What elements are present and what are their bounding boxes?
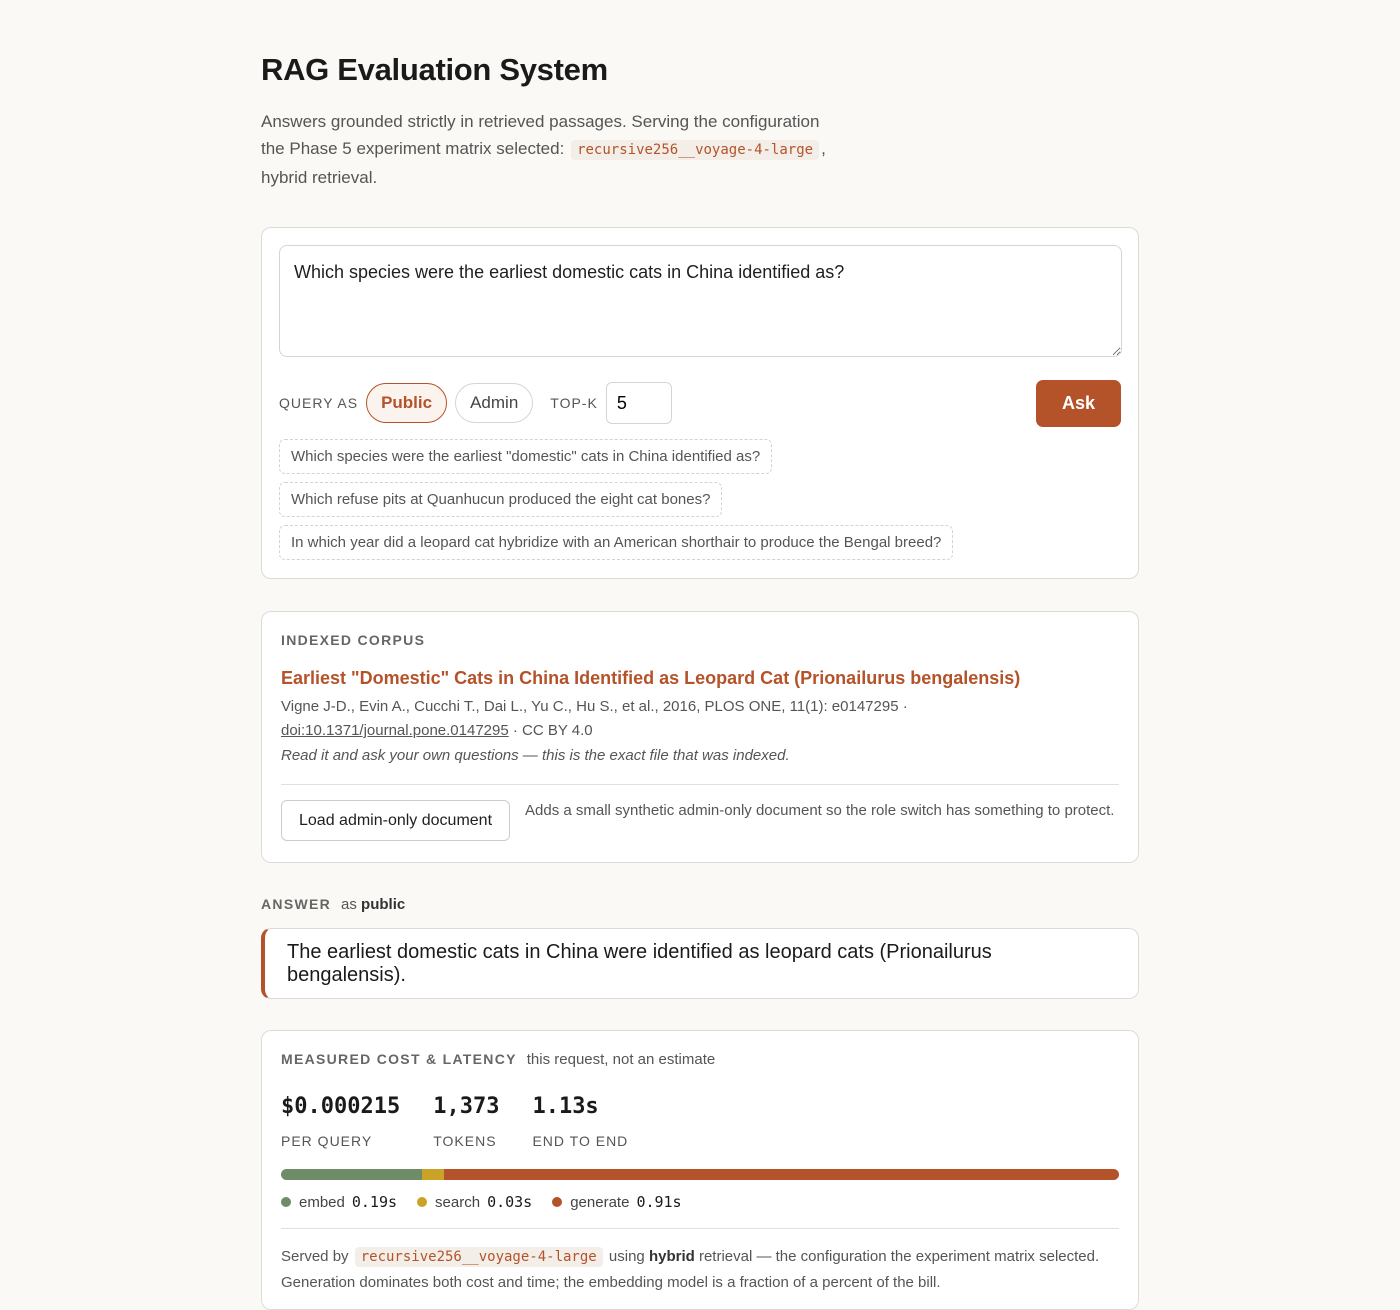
- query-as-label: QUERY AS: [279, 395, 359, 411]
- stat-latency: [532, 1094, 628, 1149]
- ask-button[interactable]: Ask: [1036, 380, 1121, 427]
- suggestion-chip[interactable]: In which year did a leopard cat hybridize with an American shorthair to produce the Bengal breed?: [279, 525, 953, 560]
- footer-config-code: recursive256__voyage-4-large: [355, 1247, 603, 1267]
- document-authors: Vigne J-D., Evin A., Cucchi T., Dai L., Yu C., Hu S., et al., 2016, PLOS ONE, 11(1): e0147295 ·: [281, 698, 908, 715]
- latency-legend: [281, 1193, 1119, 1211]
- footer-method: hybrid: [648, 1248, 695, 1265]
- lede-comma: ,: [821, 139, 826, 158]
- bar-segment-embed: [281, 1169, 422, 1180]
- legend-value: 0.91s: [636, 1193, 682, 1211]
- divider: [281, 784, 1119, 785]
- page-title: RAG Evaluation System: [261, 52, 608, 87]
- legend-item-generate: [552, 1193, 681, 1211]
- legend-value: 0.03s: [487, 1193, 533, 1211]
- corpus-section-title: INDEXED CORPUS: [281, 632, 426, 648]
- document-citation: [281, 695, 1119, 743]
- suggestion-list: [279, 439, 1121, 560]
- topk-label: TOP-K: [550, 395, 598, 411]
- stat-value: $0.000215: [281, 1094, 401, 1119]
- legend-dot: [281, 1197, 291, 1207]
- document-title-link[interactable]: Earliest "Domestic" Cats in China Identified as Leopard Cat (Prionailurus bengalensis): [281, 668, 1021, 688]
- stat-value: 1.13s: [532, 1094, 599, 1119]
- role-admin-button[interactable]: Admin: [455, 383, 533, 423]
- answer-section-title: ANSWER: [261, 896, 332, 912]
- suggestion-chip[interactable]: Which refuse pits at Quanhucun produced the eight cat bones?: [279, 482, 722, 517]
- latency-breakdown-bar: [281, 1169, 1119, 1180]
- answer-as-prefix: as: [341, 896, 357, 913]
- topk-input[interactable]: [606, 382, 672, 424]
- stat-label: END TO END: [532, 1133, 629, 1149]
- legend-label: generate: [570, 1193, 630, 1211]
- legend-item-search: [417, 1193, 532, 1211]
- admin-description: Adds a small synthetic admin-only document so the role switch has something to protect.: [525, 802, 1115, 819]
- admin-row: [281, 800, 1119, 841]
- stat-cost: [281, 1094, 400, 1149]
- footer-line2: Generation dominates both cost and time; the embedding model is a fraction of a percent of the bill.: [281, 1274, 941, 1291]
- doi-link[interactable]: doi:10.1371/journal.pone.0147295: [281, 722, 509, 739]
- bar-segment-generate: [444, 1169, 1119, 1180]
- stat-label: PER QUERY: [281, 1133, 373, 1149]
- metrics-subtitle: this request, not an estimate: [526, 1051, 716, 1068]
- metrics-footer: [281, 1244, 1119, 1295]
- stats-row: [281, 1094, 1119, 1149]
- legend-label: embed: [299, 1193, 345, 1211]
- suggestion-chip[interactable]: Which species were the earliest "domestic" cats in China identified as?: [279, 439, 772, 474]
- metrics-section-title: MEASURED COST & LATENCY: [281, 1051, 517, 1067]
- question-input[interactable]: [279, 245, 1122, 357]
- footer-rest: retrieval — the configuration the experiment matrix selected.: [698, 1248, 1100, 1265]
- lede-text: Answers grounded strictly in retrieved passages. Serving the configuration the Phase 5 experiment matrix selected:: [261, 112, 820, 158]
- legend-value: 0.19s: [351, 1193, 398, 1211]
- page-description: [261, 108, 841, 191]
- bar-segment-search: [422, 1169, 444, 1180]
- stat-label: TOKENS: [433, 1133, 497, 1149]
- divider: [281, 1228, 1119, 1229]
- metrics-header: [281, 1051, 1119, 1068]
- footer-prefix: Served by: [281, 1248, 349, 1265]
- lede-retrieval: hybrid retrieval.: [261, 168, 378, 187]
- role-public-button[interactable]: Public: [366, 383, 447, 423]
- legend-label: search: [435, 1193, 481, 1211]
- legend-dot: [552, 1197, 562, 1207]
- query-panel: [261, 227, 1139, 579]
- corpus-panel: [261, 611, 1139, 863]
- stat-tokens: [433, 1094, 499, 1149]
- legend-dot: [417, 1197, 427, 1207]
- query-controls: [279, 382, 1121, 424]
- answer-header: [261, 896, 1139, 913]
- load-admin-document-button[interactable]: Load admin-only document: [281, 800, 510, 841]
- answer-box: [261, 928, 1139, 999]
- answer-role: [341, 896, 405, 913]
- metrics-panel: [261, 1030, 1139, 1310]
- page: [261, 0, 1139, 1310]
- answer-text: The earliest domestic cats in China were identified as leopard cats (Prionailurus bengalensis).: [287, 940, 992, 986]
- legend-item-embed: [281, 1193, 397, 1211]
- license-text: · CC BY 4.0: [508, 722, 593, 739]
- config-code: recursive256__voyage-4-large: [571, 140, 819, 160]
- stat-value: 1,373: [433, 1094, 500, 1119]
- answer-as-role: public: [361, 896, 406, 913]
- document-note: Read it and ask your own questions — this is the exact file that was indexed.: [281, 747, 790, 764]
- footer-using: using: [608, 1248, 645, 1265]
